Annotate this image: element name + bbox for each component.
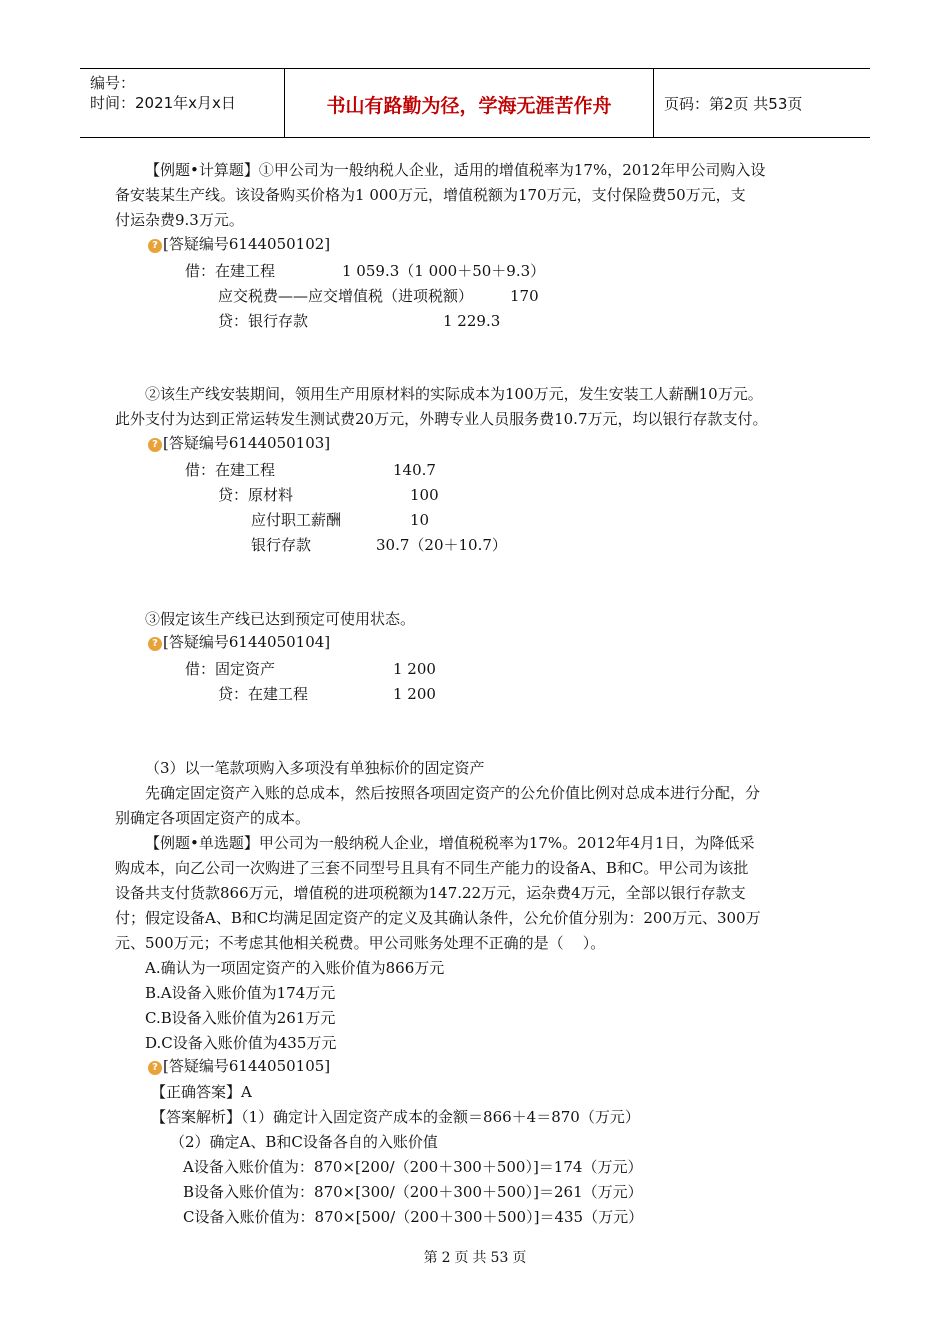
example2-question-line: 设备共支付货款866万元，增值税的进项税额为147.22万元，运杂费4万元，全部以银行存款支 (115, 884, 746, 902)
example2-question-line: 购成本，向乙公司一次购进了三套不同型号且具有不同生产能力的设备A、B和C。甲公司为该批 (115, 859, 749, 877)
example2-question-line: 付；假定设备A、B和C均满足固定资产的定义及其确认条件，公允价值分别为：200万元、300万 (115, 909, 761, 927)
entry3-debit: 借：固定资产 (185, 660, 276, 678)
correct-answer: 【正确答案】A (151, 1083, 252, 1101)
question-circle-icon: ? (148, 239, 162, 253)
time-label: 时间：2021年x月x日 (90, 94, 236, 112)
answer-ref-2 (148, 433, 330, 453)
entry2-credit-amount: 100 (410, 486, 439, 504)
calc-a: A设备入账价值为：870×[200/（200＋300＋500）]＝174（万元） (183, 1158, 643, 1176)
footer-text: 页 (512, 1250, 527, 1266)
page-footer (0, 1247, 950, 1267)
entry2-debit: 借：在建工程 (185, 461, 276, 479)
analysis-step2: （2）确定A、B和C设备各自的入账价值 (170, 1133, 438, 1151)
answer-analysis: 【答案解析】（1）确定计入固定资产成本的金额＝866＋4＝870（万元） (151, 1108, 640, 1126)
answer-ref-1 (148, 234, 330, 254)
entry1-debit-amount: 1 059.3（1 000＋50＋9.3） (342, 262, 546, 280)
entry2-debit-amount: 140.7 (393, 461, 436, 479)
calc-c: C设备入账价值为：870×[500/（200＋300＋500）]＝435（万元） (183, 1208, 644, 1226)
header-divider (653, 69, 654, 137)
number-label: 编号： (90, 74, 136, 92)
example1-question-line: 【例题•计算题】①甲公司为一般纳税人企业，适用的增值税率为17%，2012年甲公司购入设 (145, 161, 766, 179)
entry1-debit2: 应交税费——应交增值税（进项税额） (218, 287, 474, 305)
option-d: D.C设备入账价值为435万元 (145, 1034, 337, 1052)
answer-ref-number: [答疑编号6144050104] (163, 633, 331, 651)
footer-text: 第 (423, 1250, 438, 1266)
example1-part3-line: ③假定该生产线已达到预定可使用状态。 (145, 610, 416, 628)
section-heading: （3）以一笔款项购入多项没有单独标价的固定资产 (145, 759, 485, 777)
answer-ref-number: [答疑编号6144050103] (163, 434, 331, 452)
header-page-info: 页码：第2页 共53页 (664, 95, 803, 113)
calc-b: B设备入账价值为：870×[300/（200＋300＋500）]＝261（万元） (183, 1183, 643, 1201)
footer-page-number: 2 (441, 1250, 451, 1266)
entry3-credit: 贷：在建工程 (218, 685, 309, 703)
entry1-credit: 贷：银行存款 (218, 312, 309, 330)
header-motto: 书山有路勤为径，学海无涯苦作舟 (326, 95, 612, 117)
entry2-credit2-amount: 10 (410, 511, 430, 529)
entry1-debit: 借：在建工程 (185, 262, 276, 280)
header-meta (90, 73, 236, 113)
option-a: A.确认为一项固定资产的入账价值为866万元 (145, 959, 445, 977)
page-header (80, 68, 870, 138)
entry1-credit-amount: 1 229.3 (443, 312, 501, 330)
example1-part2-line: ②该生产线安装期间，领用生产用原材料的实际成本为100万元，发生安装工人薪酬10万元。 (145, 385, 763, 403)
section-paragraph-line: 先确定固定资产入账的总成本，然后按照各项固定资产的公允价值比例对总成本进行分配，分 (145, 784, 761, 802)
footer-total-pages: 53 (490, 1250, 509, 1266)
question-circle-icon: ? (148, 637, 162, 651)
answer-ref-4 (148, 1056, 330, 1076)
option-b: B.A设备入账价值为174万元 (145, 984, 336, 1002)
entry3-credit-amount: 1 200 (393, 685, 436, 703)
entry2-credit: 贷：原材料 (218, 486, 294, 504)
example2-question-line: 【例题•单选题】甲公司为一般纳税人企业，增值税税率为17%。2012年4月1日，为降低采 (145, 834, 755, 852)
example1-question-line: 备安装某生产线。该设备购买价格为1 000万元，增值税额为170万元，支付保险费50万元，支 (115, 186, 746, 204)
option-c: C.B设备入账价值为261万元 (145, 1009, 336, 1027)
example1-question-line: 付运杂费9.3万元。 (115, 211, 244, 229)
example2-question-line: 元、500万元；不考虑其他相关税费。甲公司账务处理不正确的是（ ）。 (115, 934, 606, 952)
answer-ref-3 (148, 632, 330, 652)
question-circle-icon: ? (148, 438, 162, 452)
example1-part2-line: 此外支付为达到正常运转发生测试费20万元，外聘专业人员服务费10.7万元，均以银行存款支付。 (115, 410, 768, 428)
entry2-credit3: 银行存款 (251, 536, 312, 554)
section-paragraph-line: 别确定各项固定资产的成本。 (115, 809, 311, 827)
entry2-credit2: 应付职工薪酬 (251, 511, 342, 529)
answer-ref-number: [答疑编号6144050102] (163, 235, 331, 253)
entry3-debit-amount: 1 200 (393, 660, 436, 678)
question-circle-icon: ? (148, 1061, 162, 1075)
entry1-debit2-amount: 170 (510, 287, 539, 305)
footer-text: 页 (454, 1250, 469, 1266)
footer-text: 共 (472, 1250, 487, 1266)
entry2-credit3-amount: 30.7（20＋10.7） (376, 536, 507, 554)
answer-ref-number: [答疑编号6144050105] (163, 1057, 331, 1075)
